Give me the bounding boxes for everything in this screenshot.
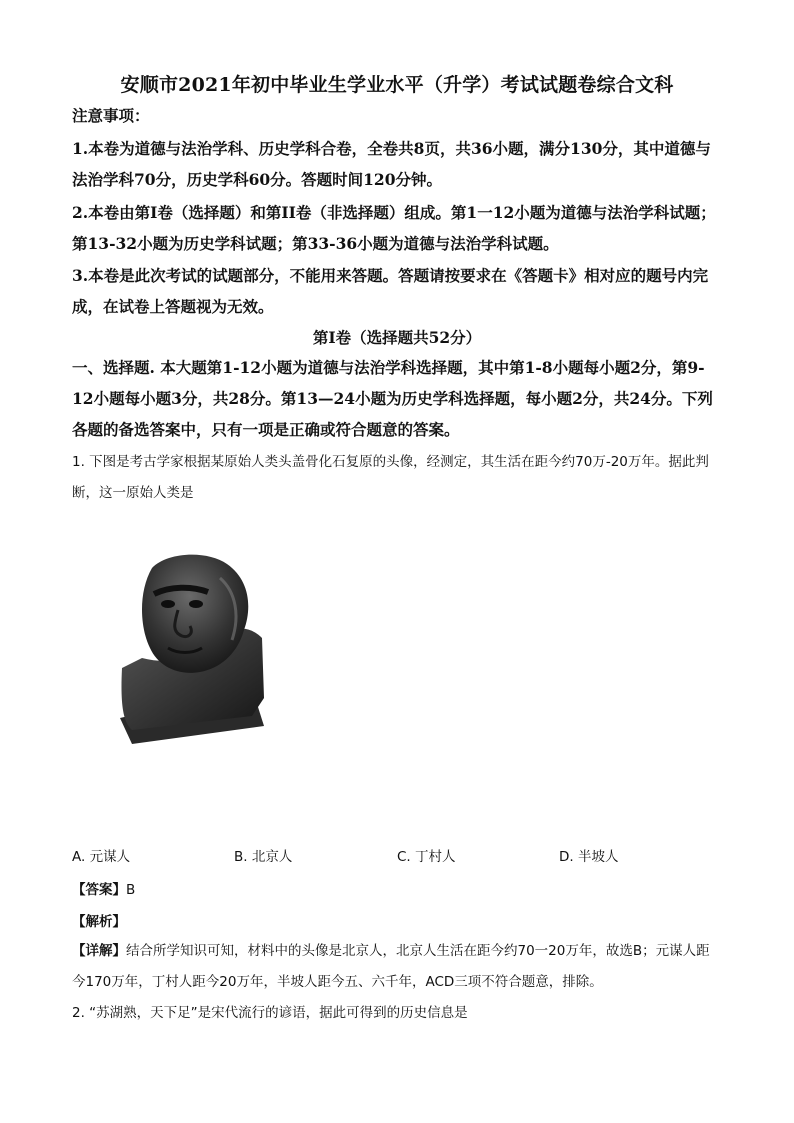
question-1-stem: 1. 下图是考古学家根据某原始人类头盖骨化石复原的头像，经测定，其生活在距今约70万-20万年。据此判断，这一原始人类是 [72,454,709,501]
question-2-stem: 2. “苏湖熟，天下足”是宋代流行的谚语，据此可得到的历史信息是 [72,1005,468,1021]
analysis-tag: 【解析】 [72,914,126,930]
answer-tag: 【答案】 [72,882,126,898]
notice-item-1: 1.本卷为道德与法治学科、历史学科合卷，全卷共8页，共36小题，满分130分，其中道德与法治学科70分，历史学科60分。答题时间120分钟。 [72,139,711,189]
page-title: 安顺市2021年初中毕业生学业水平（升学）考试试题卷综合文科 [120,74,674,96]
notice-item-2: 2.本卷由第I卷（选择题）和第II卷（非选择题）组成。第1一12小题为道德与法治学科试题；第13-32小题为历史学科试题；第33-36小题为道德与法治学科试题。 [72,203,716,253]
notice-heading: 注意事项： [72,106,150,125]
section-instructions: 一、选择题. 本大题第1-12小题为道德与法治学科选择题，其中第1-8小题每小题2分，第9-12小题每小题3分，共28分。第13—24小题为历史学科选择题，每小题2分，共24分。下列各题的备选答案中，只有一项是正确或符合题意的答案。 [72,358,713,439]
section-title: 第I卷（选择题共52分） [312,328,482,347]
option-d[interactable]: D. 半坡人 [559,849,619,865]
option-b[interactable]: B. 北京人 [234,849,293,865]
notice-item-3: 3.本卷是此次考试的试题部分，不能用来答题。答题请按要求在《答题卡》相对应的题号内完成，在试卷上答题视为无效。 [72,266,709,316]
detail-tag: 【详解】 [72,943,126,959]
option-a[interactable]: A. 元谋人 [72,849,131,865]
option-c[interactable]: C. 丁村人 [397,849,456,865]
detail-paragraph [72,936,722,998]
answer-value: B [126,882,136,898]
analysis-line [72,910,126,930]
answer-line [72,878,135,898]
question-1-options [72,845,722,869]
peking-man-bust-image [112,548,272,744]
detail-text: 结合所学知识可知，材料中的头像是北京人，北京人生活在距今约70一20万年，故选B；元谋人距今170万年，丁村人距今20万年，半坡人距今五、六千年，ACD三项不符合题意，排除。 [72,943,710,990]
